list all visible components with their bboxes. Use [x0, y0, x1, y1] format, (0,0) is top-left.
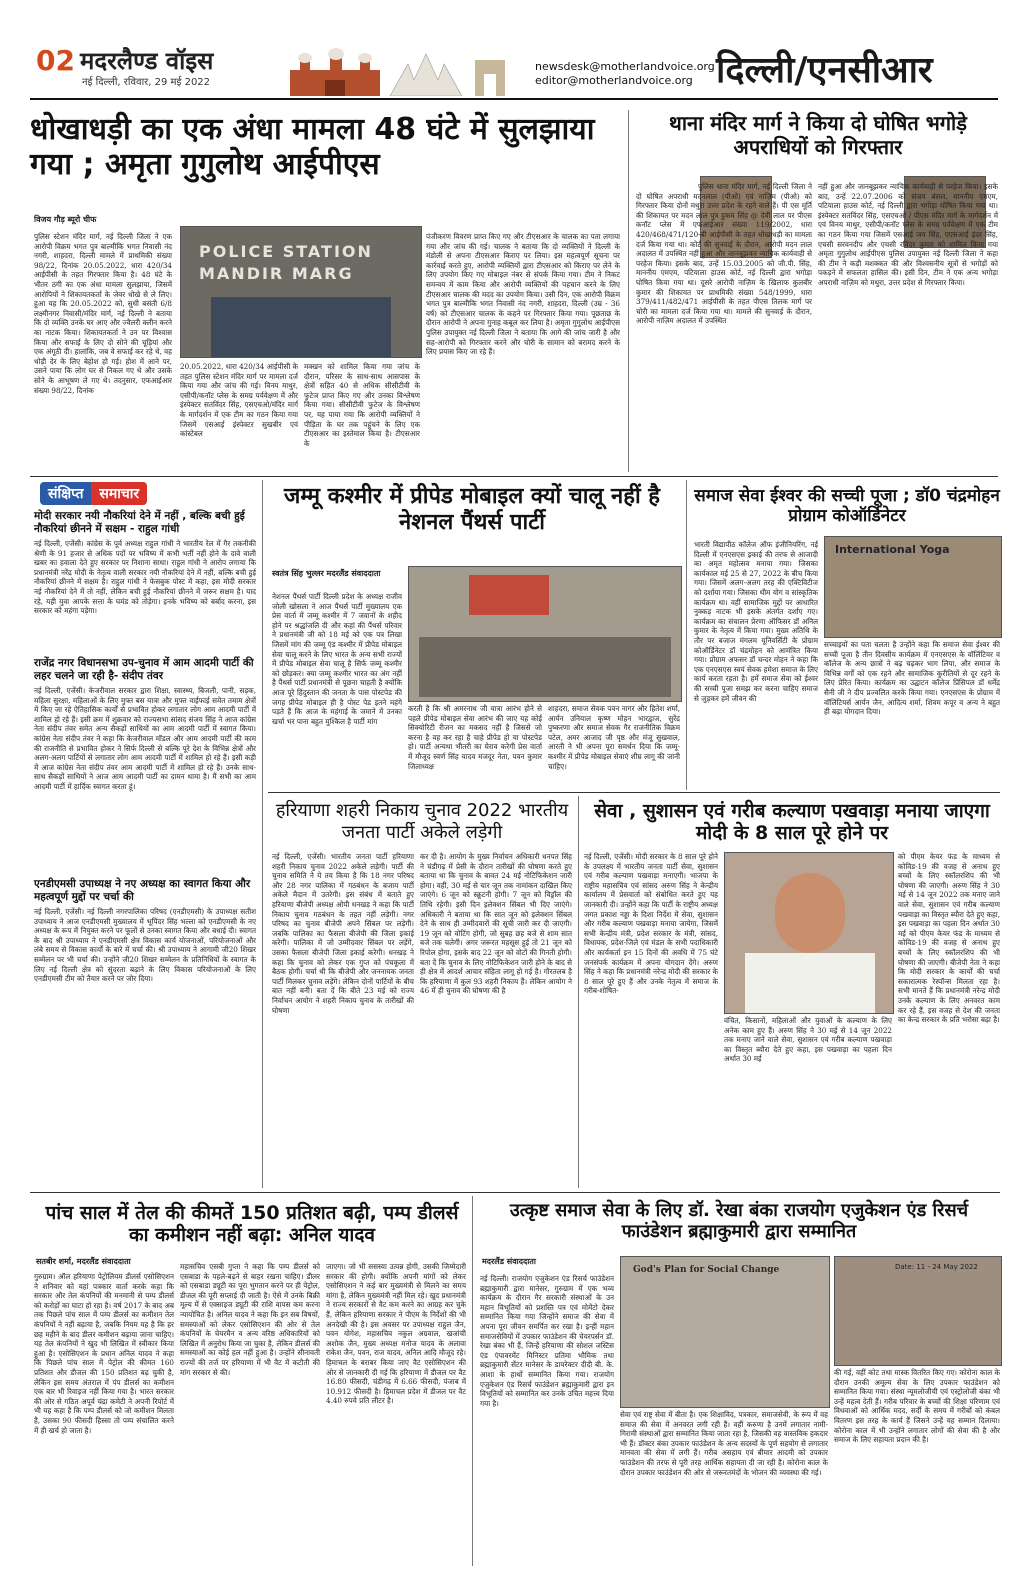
email-editor[interactable]: editor@motherlandvoice.org: [535, 74, 693, 87]
lotus-temple-icon: [390, 54, 462, 96]
arun-singh-photo: [724, 852, 894, 1014]
story6-col1: नई दिल्ली, एजेंसी। मोदी सरकार के 8 साल पूरे होने के उपलक्ष्य में भारतीय जनता पार्टी सेवा, सुशासन एवं गरीब कल्याण पखवाड़ा मनाएगी। भाजपा के राष्ट्रीय महासचिव एवं सांसद अरुण सिंह ने केन्द्रीय कार्यालय में प्रेसवार्ता को संबोधित करते हुए यह जानकारी दी। उन्होंने कहा कि पार्टी के राष्ट्रीय अध्यक्ष जगत प्रकाश नड्डा के दिशा निर्देश में सेवा, सुशासन और गरीब कल्याण पखवाड़ा मनाया जायेगा, जिसमें सभी केन्द्रीय मंत्री, प्रदेश सरकार के मंत्री, सांसद, विधायक, प्रदेश-जिले एवं मंडल के सभी पदाधिकारी और कार्यकर्ता इन 15 दिनों की अवधि में 75 घंटे जनसंपर्क कार्यक्रम में अपना योगदान देंगे। अरुण सिंह ने कहा कि प्रधानमंत्री नरेन्द्र मोदी की सरकार के 8 साल पूरे हुए हैं और उनके नेतृत्व में समाज के गरीब-शोषित-: [584, 852, 718, 996]
page-number: 02: [36, 44, 75, 77]
story7-col3: जाएगा। जो भी ससस्या उत्पन्न होगी, उसकी जिम्मेदारी सरकार की होगी। क्योंकि अपनी मांगों को लेकर एसोसिएशन ने कई बार मुख्यमंत्री से मिलने का समय मांगा है, लेकिन मुख्यमंत्री नहीं मिल रहे। खुद प्रधानमंत्री ने राज्य सरकारों से वैट कम करने का आग्रह कर चुके हैं, लेकिन हरियाणा सरकार ने पीएम के निर्देशों की भी अनदेखी की है। इस अवसर पर उपाध्यक्ष राहुल जैन, पवन योगेश, महासचिव नकुल अग्रवाल, खजांची अशोक जैन, मुख्य अध्यक्ष मनोज यादव के अलावा राकेश जैन, पवन, राज यादव, अनिल आदि मौजूद रहे। हिमाचल के बराबर किया जाए वैट एसोसिएशन की ओर से जानकारी दी गई कि हरियाणा में डीजल पर वैट 16.80 फीसदी, चंडीगढ़ में 6.66 फीसदी, पंजाब में 10.912 फीसदी है। हिमाचल प्रदेश में डीजल पर वैट 4.40 रुपये प्रति लीटर है।: [326, 1262, 466, 1406]
email-newsdesk[interactable]: newsdesk@motherlandvoice.org: [535, 60, 715, 73]
brief-1-text: नई दिल्ली, एजेंसी। कांग्रेस के पूर्व अध्यक्ष राहुल गांधी ने भारतीय रेल में गैर तकनीकी श्रेणी के 91 हजार से अधिक पदों पर भविष्य में कभी भर्ती नहीं होने के दावे वाली खबर का हवाला देते हुए सरकार पर निशाना साधा। राहुल गांधी ने आरोप लगाया कि प्रधानमंत्री नरेंद्र मोदी के नेतृत्व वाली सरकार नयी नौकरियां देने में नहीं, बल्कि बची हुई नौकरियां छीनने में सक्षम है। राहुल गांधी ने फेसबुक पोस्ट में कहा, इस मोदी सरकार नई नौकरियां देने में तो नहीं, लेकिन बची हुई नौकरियां छीनने में जरूर सक्षम है। याद रहे, यही युवा आपके सत्ता के घमंड को तोड़ेगा। इनके भविष्य को बर्बाद करना, इस सरकार को महंगा पड़ेगा।: [34, 539, 256, 616]
paper-name: मदरलैण्ड वॉइस: [80, 47, 214, 75]
press-conference-photo: [408, 566, 682, 702]
story8-byline: मदरलैंड संवाददाता: [482, 1257, 536, 1266]
brief-2-text: नई दिल्ली, एजेंसी। केजरीवाल सरकार द्वारा शिक्षा, स्वास्थ्य, बिजली, पानी, सड़क, महिला सुरक्षा, महिलाओं के लिए मुफ्त बस यात्रा और मुफ्त वाईफाई समेत तमाम क्षेत्रों में किए जा रहे ऐतिहासिक कार्यों से प्रभावित होकर लगातार लोग आम आदमी पार्टी में शामिल हो रहे हैं। इसी क्रम में शुक्रवार को राज्यसभा सांसद संजय सिंह ने आज कांग्रेस नेता संदीप तंवर समेत अन्य सैकड़ों साथियों का आम आदमी पार्टी में स्वागत किया। कांग्रेस नेता संदीप तंवर ने कहा कि केजरीवाल मॉडल और आम आदमी पार्टी की काम की राजनीति से प्रभावित होकर ने सिर्फ दिल्ली से बल्कि पूरे देश के विभिन्न क्षेत्रों और अलग-अलग पार्टियों से लगातार लोग आम आदमी पार्टी में शामिल हो रहे हैं। इसी कड़ी में आज कांग्रेस नेता संदीप तंवर आम आदमी पार्टी में शामिल हो रहे हैं। उनके साथ-साथ सैकड़ों साथियों ने आज आम आदमी पार्टी का दामन थामा है। मैं सभी का आम आदमी पार्टी में हार्दिक स्वागत करता हूं।: [34, 686, 256, 791]
red-fort-icon: [290, 40, 510, 96]
story6-col3: को पीएम केयर फंड के माध्यम से कोविड-19 की वजह से अनाथ हुए बच्चों के लिए स्कॉलरशिप की भी घोषणा की जाएगी। अरुण सिंह ने 30 मई से 14 जून 2022 तक मनाए जाने वाले सेवा, सुशासन एवं गरीब कल्याण पखवाड़ा का विस्तृत ब्यौरा देते हुए कहा, इस पखवाड़ा का पहला दिन अर्थात 30 मई को पीएम केयर फंड के माध्यम से कोविड-19 की वजह से अनाथ हुए बच्चों के लिए स्कॉलरशिप की भी घोषणा की जाएगी। बीजेपी नेता ने कहा कि मोदी सरकार के कार्यों की चर्चा सकारात्मक रेस्पॉन्स मिलता रहा है। सभी मानते हैं कि प्रधानमंत्री नरेन्द्र मोदी उनके कल्याण के लिए अनवरत काम कर रहे हैं, इस वजह से देश की जनता का केन्द्र सरकार के प्रति भरोसा बढ़ा है।: [898, 852, 1000, 1025]
briefs-badge-2: समाचार: [91, 482, 147, 505]
story8-col1: नई दिल्ली। राजयोग एजुकेशन एंड रिसर्च फाउंडेशन ब्रह्माकुमारी द्वारा मानेसर, गुरुग्राम में एक भव्य कार्यक्रम के दौरान गैर सरकारी संस्थाओं के उन महान विभूतियों को प्रशस्ति पत्र एवं मोमेंटो देकर सम्मानित किया गया जिन्होंने समाज की सेवा में अपना पूरा जीवन समर्पित कर रखा है। इन्हीं महान समाजसेवियों में उपकार फाउंडेशन की चेयरपर्सन डॉ. रेखा बंका भी हैं, जिन्हें हरियाणा की सोशल जस्टिस एंड एंपावरमेंट मिनिस्टर प्रतिमा भौमिक तथा ब्रह्माकुमारी सेंटर मानेसर के डायरेक्टर दीदी बी. के. आशा के हाथों सम्मानित किया गया। राजयोग एजुकेशन एंड रिसर्च फाउंडेशन ब्रह्माकुमारी द्वारा इन विभूतियों को सम्मानित कर उनके उचित महत्त्व दिया गया है।: [480, 1274, 614, 1408]
briefs-column: [34, 510, 256, 1055]
story3-headline: जम्मू कश्मीर में प्रीपेड मोबाइल क्यों चालू नहीं है नेशनल पैंथर्स पार्टी: [284, 484, 660, 535]
masthead: [0, 0, 1024, 100]
story7-col1: गुरुग्राम। ऑल हरियाणा पेट्रोलियम डीलर्स एसोसिएशन ने शनिवार को यहां पत्रकार वार्ता करके कहा कि सरकार और तेल कंपनियों की मनमानी से पम्प डीलर्स को करोड़ों का घाटा हो रहा है। वर्ष 2017 के बाद अब तक पिछले पांच साल में पम्प डीलर्स का कमीशन तेल कंपनियों ने नहीं बढ़ाया है, जबकि नियम यह है कि हर छह महीने के बाद डीलर कमीशन बढ़ाया जाना चाहिए। यह तेल कंपनियों ने खुद भी लिखित में स्वीकार किया हुआ है। एसोसिएशन के प्रधान अनिल यादव ने कहा कि पिछले पांच साल में पेट्रोल की कीमत 160 प्रतिशत और डीजल की 150 प्रतिशत बढ़ चुकी है, लेकिन इस समय अंतराल में पंप डीलर्स का कमीशन एक बार भी रिवाइज नहीं किया गया है। भारत सरकार की ओर से गठित अपूर्व चंद्रा कमेटी ने अपनी रिपोर्ट में भी यह कहा है कि पम्प डीलर्स को जो कमीशन मिलता है, उसका 90 फीसदी हिस्सा तो पम्प संचालित करने में ही खर्च हो जाता है।: [34, 1272, 174, 1435]
story3-col2: करती है कि श्री अमरनाथ जी यात्रा आरंभ होने से पहले प्रीपेड मोबाइल सेवा आरंभ की जाए यह कोई सिक्योरिटी रीजन का मकसद नहीं है जिससे जो करना है वह कर रहा है चाहे प्रीपेड हो या पोस्टपेड हो। पार्टी अन्यथा भीतरी का घेराव करेगी प्रेस वार्ता में मौजूद स्वर्ण सिंह यादव मजदूर नेता, पवन कुमार जिलाध्यक्ष: [408, 704, 542, 771]
story1-col2: 20.05.2022, धारा 420/34 आईपीसी के तहत पुलिस स्टेशन मंदिर मार्ग पर मामला दर्ज किया गया और जांच की गई। विनय माथुर, एसीपी/कनॉट प्लेस के समग्र पर्यवेक्षण में और इंस्पेक्टर सतविंदर सिंह, एसएचओ/मंदिर मार्ग के मार्गदर्शन में एक टीम का गठन किया गया जिसमें एसआई इंस्पेक्टर सुखबीर एवं कांस्टेबल: [180, 362, 298, 439]
ceremony-banner-text: God's Plan for Social Change: [633, 1265, 780, 1275]
story8-col2: सेवा एवं राष्ट्र सेवा में बीता है। एक शिक्षाविद, पत्रकार, समाजसेवी, के रूप में वह समाज की सेवा में अनवरत लगी रही हैं। वहीं करुणा है उनमें लगातार नामी-गिरामी संस्थाओं द्वारा सम्मानित किया जाता रहा है, जिसकी वह वास्तविक हकदार भी हैं। डॉक्टर बंका उपकार फाउंडेशन के अन्य सदस्यों के पूर्ण सहयोग से लगातार मानवता की सेवा में लगी हैं। गरीब असहाय एवं बीमार आदमी को उपकार फाउंडेशन की तरफ से पूरी तरह आर्थिक सहायता दी जा रही है। कोरोना काल के दौरान उपकार फाउंडेशन की ओर से जरूरतमंदों के भोजन की व्यवस्था की गई।: [620, 1410, 828, 1477]
story8-headline: उत्कृष्ट समाज सेवा के लिए डॉ. रेखा बंका राजयोग एजुकेशन एंड रिसर्च फाउंडेशन ब्रह्माकुमारी द्वारा सम्मानित: [509, 1200, 969, 1243]
award-ceremony-photo: [620, 1256, 830, 1408]
story4-col2: सच्चाइयों का पता चलता है उन्होंने कहा कि समाज सेवा ईश्वर की सच्ची पूजा है तीन दिवसीय कार्यक्रम में एनएसएस के वॉलिंटियर व कॉलेज के अन्य छात्रों ने बढ़ चढ़कर भाग लिया, और समाज के विभिन्न वर्गों को एक रहने और सामाजिक कुरीतियों से दूर रहने के लिए प्रेरित किया। कार्यक्रम का उद्घाटन कॉलेज प्रिंसिपल डॉ धर्मेंद्र सैनी जी ने दीप प्रज्वलित करके किया गया। एनएसएस के प्रोग्राम में वॉलिंटियर्स आर्यन जैन, आदित्य शर्मा, शिवम कपूर व अन्य ने बहुत ही बढ़ा योगदान दिया।: [824, 640, 1000, 717]
story7-byline: सतबीर शर्मा, मदरलैंड संवाददाता: [36, 1257, 131, 1266]
police-station-photo: [180, 226, 422, 358]
recipient-banner-text: Date: 11 - 24 May 2022: [895, 1263, 978, 1271]
story4-col1: भारती विद्यापीठ कॉलेज ऑफ इंजीनियरिंग, नई दिल्ली में एनएसएस इकाई की तरफ से आजादी का अमृत महोत्सव मनाया गया। जिसका कार्यकाल मई 25 से 27, 2022 के बीच किया गया। जिसमें अलग-अलग तरह की एक्टिविटीज को दर्शाया गया। जिसका थीम योग व सांस्कृतिक कार्यक्रम था। वहीं सामाजिक मुद्दों पर आधारित नुक्कड़ नाटक भी इसके अंतर्गत दर्शाए गए। कार्यक्रम का संचालन प्रेरणा ऑफिसर डॉ अनिल कुमार के नेतृत्व में किया गया। मुख्य अतिथि के तौर पर बजाज मंगलम यूनिवर्सिटी के प्रोग्राम कोऑर्डिनेटर डॉ चंद्रमोहन को आमंत्रित किया गया। प्रोग्राम अफसर डॉ चन्दर मोहन ने कहा कि एक एनएसएस स्वयं सेवक हमेशा समाज के लिए कार्य करता रहता है। हमें समाज सेवा को ईश्वर की सच्ची पूजा समझ कर करना चाहिए समाज से जुड़कर हमें जीवन की: [694, 540, 818, 703]
yoga-event-photo: [824, 536, 1002, 638]
story7-headline: पांच साल में तेल की कीमतें 150 प्रतिशत बढ़ी, पम्प डीलर्स का कमीशन नहीं बढ़ा: अनिल यादव: [45, 1202, 459, 1247]
contact-emails: [535, 60, 715, 88]
brief-1-headline: मोदी सरकार नयी नौकरियां देने में नहीं , बल्कि बची हुई नौकरियां छीनने में सक्षम - राहुल गांधी: [34, 510, 245, 535]
story6-headline: सेवा , सुशासन एवं गरीब कल्याण पखवाड़ा मनाया जाएगा मोदी के 8 साल पूरे होने पर: [594, 800, 990, 845]
photo-sign-text: POLICE STATION MANDIR MARG: [199, 242, 373, 283]
story8-col3: की गई, वहीं कोट तथा मास्क वितरित किए गए। कोरोना काल के दौरान उनकी अमूल्य सेवा के लिए उपकार फाउंडेशन को सम्मानित किया गया। संस्था न्यूमलोजीयी एवं एस्ट्रोलोजी बंका भी उन्हें महत्व देती हैं। गरीब परिवार के बच्चों की शिक्षा परिणाम एवं विधवाओं को आर्थिक मदद, सर्दी के समय में गरीबों को कंबल वितरण इस तरह के कार्य हैं जिसने उन्हें यह सम्मान दिलाया। कोरोना काल में भी उन्होंने लगातार लोगों की सेवा की है और समाज के लिए सहायता प्रदान की है।: [834, 1368, 1000, 1445]
story1-col3: मक्खन को शामिल किया गया जांच के दौरान, परिसर के साथ-साथ आसपास के क्षेत्रों सहित 40 से अधिक सीसीटीवी के फुटेज प्राप्त किए गए और उनका विश्लेषण किया गया। सीसीटीवी फुटेज के विश्लेषण पर, यह पाया गया कि आरोपी व्यक्तियों ने पीड़िता के घर तक पहुंचने के लिए एक टीएसआर का इस्तेमाल किया है। टीएसआर के: [304, 362, 420, 448]
brief-3-headline: एनडीएमसी उपाध्यक्ष ने नए अध्यक्ष का स्वागत किया और महत्वपूर्ण मुद्दों पर चर्चा की: [34, 878, 251, 903]
story1-byline: विजय गौड़ ब्यूरो चीफ: [34, 215, 97, 224]
award-recipient-photo: [834, 1256, 1002, 1366]
briefs-banner: [40, 482, 147, 505]
story4-headline: समाज सेवा ईश्वर की सच्ची पूजा ; डॉ0 चंद्रमोहन प्रोग्राम कोऑर्डिनेटर: [694, 486, 1000, 527]
briefs-badge-1: संक्षिप्त: [40, 482, 91, 505]
masthead-rule: [30, 98, 998, 100]
story6-col2: वंचित, किसानों, महिलाओं और युवाओं के कल्याण के लिए अनेक काम हुए हैं। अरुण सिंह ने 30 मई से 14 जून 2022 तक मनाए जाने वाले सेवा, सुशासन एवं गरीब कल्याण पखवाड़ा का विस्तृत ब्यौरा देते हुए कहा, इस पखवाड़ा का पहला दिन अर्थात 30 मई: [724, 1016, 892, 1064]
story3-byline: स्वतंत्र सिंह भुल्लर मदरलैंड संवाददाता: [272, 569, 381, 578]
story2-col1: पुलिस थाना मंदिर मार्ग, नई दिल्ली जिला ने दो घोषित अपराधी मदनलाल (पीओ) एवं नाज़िम (पीओ) को गिरफ्तार किया दोनों मथुरा उत्तर प्रदेश के रहने वाले हैं। पी एस मूर्ति की शिकायत पर मदन लाल पुत्र हुकम सिंह @ देवी लाल पर पीएस कनॉट प्लेस में एफआईआर संख्या 119/2002, धारा 420/468/471/120-बी आईपीसी के तहत धोखाधड़ी का मामला दर्ज किया गया था। कोर्ट की सुनवाई के दौरान, आरोपी मदन लाल अदालत में उपस्थित नहीं हुआ और जानबूझकर न्यायिक कार्यवाही से परहेज किया। इसके बाद, उन्हें 15.03.2005 को जी.पी. सिंह, माननीय एमएम, पटियाला हाउस कोर्ट, नई दिल्ली द्वारा भगोड़ा घोषित किया गया था। दूसरे आरोपी नाज़िम के खिलाफ कुलबीर कुमार की शिकायत पर प्राथमिकी संख्या 548/1999, धारा 379/411/482/471 आईपीसी के तहत पीएस तिलक मार्ग पर चोरी का मामला दर्ज किया गया था। मामले की सुनवाई के दौरान, आरोपी नाज़िम अदालत में उपस्थित: [636, 182, 812, 326]
story7-col2: महासचिव एसबी गुप्ता ने कहा कि पम्प डीलर्स को एसबाडा के पहले-बढ़ने से बाहर रखना चाहिए। डीलर को एसबाडा ड्यूटी का पूरा भुगतान करने पर ही पेट्रोल, डीजल की पूरी सप्लाई दी जाती है। ऐसे में उनके बिक्री मूल्य में से एक्साइज ड्यूटी की राशि वापस कम करना न्यायोचित है। अनिल यादव ने कहा कि इन सब विषयों, समस्याओं को लेकर एसोसिएशन की ओर से तेल कंपनियों के चेयरमैन व अन्य वरिष्ठ अधिकारियों को लिखित में अनुरोध किया जा चुका है, लेकिन डीलर्स की समस्याओं का कोई हल नहीं हुआ है। उन्होंने सीनावती राज्यों की तर्ज पर हरियाणा में भी वैट में कटौती की मांग सरकार से की।: [180, 1262, 320, 1377]
story2-col2: नहीं हुआ और जानबूझकर न्यायिक कार्यवाही से परहेज किया। इसके बाद, उन्हें 22.07.2006 को संजय बंसल, माननीय एमएम, पटियाला हाउस कोर्ट, नई दिल्ली द्वारा भगोड़ा घोषित किया गया था। इंस्पेक्टर सतविंदर सिंह, एसएचओ / पीएस मंदिर मार्ग के मार्गदर्शन में एवं विनय माथुर, एसीपी/कनॉट प्लेस के समग्र पर्यवेक्षण में एक टीम का गठन किया गया जिसमें एसआई जय सिंह, एएसआई इंदर सिंह, एचसी सरवनदीप और एचसी रविंदर कुमार को शामिल किया गया अमृता गुगुलोथ आईपीएस पुलिस उपायुक्त नई दिल्ली जिला ने कहा की टीम ने कड़ी मशक्कत की और विश्वसनीय सूत्रों से भगोड़ों को पकड़ने में सफलता हासिल की। इसी दिन, टीम ने एक अन्य भगोड़ा अपराधी नाज़िम को मथुरा, उत्तर प्रदेश से गिरफ्तार किया।: [818, 182, 998, 287]
section-title: दिल्ली/एनसीआर: [716, 50, 933, 91]
story5-col2: कर दी है। आयोग के मुख्य निर्वाचन अधिकारी धनपत सिंह ने चंडीगढ़ में प्रेसी के दौरान तारीखों की घोषणा करते हुए बताया था कि चुनाव के बावत 24 मई नोटिफिकेशन जारी होगा। वहीं, 30 मई से चार जून तक नामांकन दाखिल किए जाएंगे। 6 जून को स्क्रूटनी होगी। 7 जून को विड्रॉल की तिथि रहेगी। इसी दिन इलेक्शन सिंबल भी दिए जाएंगे। अधिकारी ने बताया था कि सात जून को इलेक्शन सिंबल देने के साथ ही उम्मीदवारों की सूची जारी कर दी जाएगी। 19 जून को वोटिंग होगी, जो सुबह छह बजे से शाम सात बजे तक चलेगी। अगर जरूरत महसूस हुई तो 21 जून को रिपोल होगा, इसके बाद 22 जून को वोटों की गिनती होगी। बता दें कि चुनाव के लिए नोटिफिकेशन जारी होने के बाद से ही क्षेत्र में आदर्श आचार संहिता लागू हो गई है। गौरतलब है कि हरियाणा में कुल 93 शहरी निकाय हैं। लेकिन आयोग ने 46 में ही चुनाव की घोषणा की है: [420, 852, 572, 996]
story1-col4: पंजीकरण विवरण प्राप्त किए गए और टीएसआर के चालक का पता लगाया गया और जांच की गई। चालक ने बताया कि दो व्यक्तियों ने दिल्ली के मंडोली से अपना टीएसआर किराए पर लिया। इस महत्वपूर्ण सूचना पर कार्रवाई करते हुए, आरोपी व्यक्तियों द्वारा टीएसआर को किराए पर लेने के लिए उपयोग किए गए मोबाइल नंबर से संपर्क किया गया। टीम ने निकट समन्वय में काम किया और आरोपी व्यक्तियों की पहचान करने के लिए टीएसआर चालक की मदद का उपयोग किया। उसी दिन, एक आरोपी विक्रम भगत पुत्र बाल्मीकि भगत निवासी नंद नगरी, शाहदरा, दिल्ली (उम्र - 36 वर्ष) को टीएसआर चालक के कहने पर गिरफ्तार किया गया। पूछताछ के दौरान आरोपी ने अपना गुनाह कबूल कर लिया है। अमृता गुगुलोथ आईपीएस पुलिस उपायुक्त नई दिल्ली जिला ने बताया कि आगे की जांच जारी है और सह-आरोपी को गिरफ्तार करने और चोरी के सामान को बरामद करने के लिए प्रयास किए जा रहे हैं।: [426, 232, 620, 357]
story2-headline: थाना मंदिर मार्ग ने किया दो घोषित भगोड़े अपराधियों को गिरफ्तार: [669, 111, 967, 159]
story3-col3: शाहदरा, समाज सेवक पवन नागर और हितेश शर्मा, आर्यन उनियाल कृष्ण मोहन भारद्वाज, सुरेंद्र पुष्करणा और समाज सेवक गैर राजनीतिक विक्रम पटेल, अमर आजाद जी पृष्ठ और मंजू सुखवाल, आरती ने भी अपना पूरा समर्थन दिया कि जम्मू-कश्मीर में प्रीपेड मोबाइल सेवाएं शीघ्र लागू की जानी चाहिए।: [548, 704, 680, 771]
brief-2-headline: राजेंद्र नगर विधानसभा उप-चुनाव में आम आदमी पार्टी की लहर चलने जा रही है- संदीप तंवर: [34, 657, 254, 682]
yoga-banner-text: International Yoga: [835, 543, 950, 556]
story5-headline: हरियाणा शहरी निकाय चुनाव 2022 भारतीय जनता पार्टी अकेले लड़ेगी: [275, 800, 569, 843]
story1-headline: धोखाधड़ी का एक अंधा मामला 48 घंटे में सुलझाया गया ; अमृता गुगुलोथ आईपीएस: [30, 112, 595, 183]
brief-3-text: नई दिल्ली, एजेंसी। नई दिल्ली नगरपालिका परिषद (एनडीएमसी) के उपाध्यक्ष सतीश उपाध्याय ने आज एनडीएमसी मुख्यालय में भूपिंदर सिंह भल्ला को एनडीएमसी के नए अध्यक्ष के रूप में नियुक्त करने पर फूलों से उनका स्वागत किया और बधाई दी। स्वागत के बाद श्री उपाध्याय ने एनडीएमसी क्षेत्र विकास कार्य योजनाओं, परियोजनाओं और लंबे समय से विकास कार्यों के बारे में चर्चा की। श्री उपाध्याय ने आगामी जी20 शिखर सम्मेलन पर भी चर्चा की। उन्होंने जी20 शिखर सम्मेलन के प्रतिनिधियों के स्वागत के लिए नई दिल्ली क्षेत्र को सुंदरता बढ़ाने के लिए विकास परियोजनाओं के लिए एनडीएमसी टीम को तैयार करने पर जोर दिया।: [34, 907, 256, 984]
dateline: नई दिल्ली, रविवार, 29 मई 2022: [82, 77, 211, 88]
story1-col1: पुलिस स्टेशन मंदिर मार्ग, नई दिल्ली जिला ने एक आरोपी विक्रम भगत पुत्र बाल्मीकि भगत निवासी नंद नगरी, शाहदरा, दिल्ली मामले में प्राथमिकी संख्या 98/22, दिनांक 20.05.2022, धारा 420/34 आईपीसी के तहत गिरफ्तार किया है। 48 घंटे के भीतर ठगी का एक अंधा मामला सुलझाया, जिसमें आरोपियों ने शिकायतकर्ता के जेवर धोखे से ले लिए। हुआ यह कि 20.05.2022 को, सुधी बसंती 6/8 लक्ष्मीनगर निवासी/मंदिर मार्ग, नई दिल्ली ने बताया कि दो व्यक्ति उनके घर आए और ज्वैलरी क्लीन करने का नाटक किया। शिकायतकर्ता ने उन पर विश्वास किया और सफाई के लिए दो सोने की चूड़ियां और एक अंगूठी दी। हालांकि, जब वे सफाई कर रहे थे, वह थोड़ी देर के लिए बेहोश हो गई। होश में आने पर, उसने पाया कि लोग घर से निकल गए थे और उसके सोने के आभूषण ले गए थे। तदनुसार, एफआईआर संख्या 98/22, दिनांक: [34, 232, 172, 395]
story3-col1: नेशनल पैंथर्स पार्टी दिल्ली प्रदेश के अध्यक्ष राजीव जोली खोसला ने आज पैंथर्स पार्टी मुख्यालय एक प्रेस वार्ता में जम्मू कश्मीर में 7 जवानों के शहीद होने पर श्रद्धांजलि दी और कहां की पैंथर्स परिवार ने प्रधानमंत्री जी को 18 मई को एक पत्र लिखा जिसमें मांग की जम्मू एंड कश्मीर में प्रीपेड मोबाइल सेवा चालू करने के लिए भारत के अन्य सभी राज्यों में प्रीपेड मोबाइल सेवा चालू है सिर्फ जम्मू कश्मीर को छोड़कर। क्या जम्मू कश्मीर भारत का अंग नहीं है पैंथर्स पार्टी प्रधानमंत्री से पूछना चाहती है क्योंकि आज पूरे हिंदुस्तान की जनता के पास पोस्टपेड की जगह प्रीपेड मोबाइल ही है पोस्ट पेड इतने महंगे पड़ते हैं कि आज के महंगाई के जमाने में उनका खर्चा भर पाना बहुत मुश्किल है पार्टी मांग: [272, 592, 402, 726]
story5-col1: नई दिल्ली, एजेंसी। भारतीय जनता पार्टी हरियाणा शहरी निकाय चुनाव 2022 अकेले लड़ेगी। पार्टी की चुनाव समिति ने ये तय किया है कि 18 नगर परिषद और 28 नगर पालिका में गठबंधन के बजाय पार्टी अकेले मैदान में उतरेगी। इस संबंध में बताते हुए हरियाणा बीजेपी अध्यक्ष ओपी धनखड़ ने कहा कि पार्टी निकाय चुनाव गठबंधन के तहत नहीं लड़ेगी। नगर परिषद का चुनाव बीजेपी अपने सिंबल पर लड़ेगी। जबकि पालिका का फैसला बीजेपी की जिला इकाई करेगी। पालिका में जो उम्मीदवार सिंबल पर लड़ेंगे, उसका फैसला बीजेपी जिला इकाई करेगी। धनखड़ ने कहा कि चुनाव को लेकर एक गुप्त को पंचकूला में बैठक होगी। चर्चा थी कि बीजेपी और जननायक जनता पार्टी मिलकर चुनाव लड़ेंगे। लेकिन दोनों पार्टियों के बीच बात नहीं बनी। बता दें कि बीते 23 मई को राज्य निर्वाचन आयोग ने शहरी निकाय चुनाव के तारीखों की घोषणा: [272, 852, 414, 1015]
